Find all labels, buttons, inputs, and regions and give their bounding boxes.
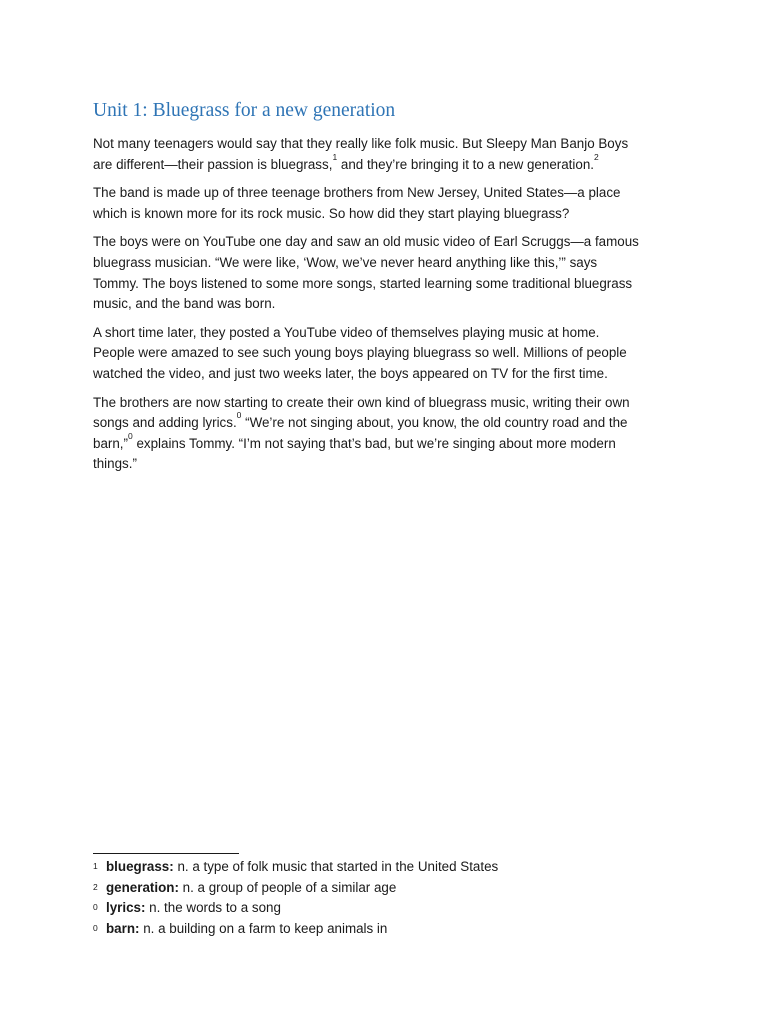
footnote-3	[93, 898, 683, 919]
text-line: barn,”$^0$ explains Tommy. “I’m not saying that’s bad, but we’re singing about more modern	[93, 430, 616, 451]
text-line: watched the video, and just two weeks later, the boys appeared on TV for the first time.	[93, 365, 608, 381]
footnote-term: barn:	[106, 920, 140, 936]
text-line: are different—their passion is bluegrass,$^1$ and they’re bringing it to a new generation.$^2$	[93, 151, 599, 172]
footnote-term: generation:	[106, 879, 179, 895]
text-line: A short time later, they posted a YouTube video of themselves playing music at home.	[93, 324, 600, 340]
article-body	[93, 134, 683, 483]
text-line: People were amazed to see such young boys playing bluegrass so well. Millions of people	[93, 345, 627, 361]
footnote-ref-1[interactable]: 1	[332, 151, 338, 162]
paragraph-1	[93, 134, 683, 175]
footnote-ref-2[interactable]: 2	[594, 151, 599, 162]
footnote-separator	[93, 853, 239, 854]
text-line: music, and the band was born.	[93, 296, 276, 312]
text-line: bluegrass musician. “We were like, ‘Wow, we’ve never heard anything like this,’” says	[93, 254, 598, 270]
paragraph-4	[93, 323, 683, 385]
footnote-definition: n. a building on a farm to keep animals in	[139, 920, 388, 936]
footnote-mark: 1	[93, 861, 98, 871]
footnote-definition: n. the words to a song	[145, 900, 281, 916]
footnote-mark: 0	[93, 922, 98, 933]
paragraph-2	[93, 183, 683, 224]
paragraph-5	[93, 393, 683, 475]
text-line: The brothers are now starting to create their own kind of bluegrass music, writing their own	[93, 394, 630, 410]
text-line: The band is made up of three teenage brothers from New Jersey, United States—a place	[93, 185, 621, 201]
footnote-1	[93, 857, 683, 878]
footnote-4	[93, 919, 683, 940]
footnote-2	[93, 878, 683, 899]
text-line: things.”	[93, 456, 137, 472]
text-line: Tommy. The boys listened to some more songs, started learning some traditional bluegrass	[93, 275, 633, 291]
footnote-definition: n. a type of folk music that started in the United States	[173, 859, 499, 874]
footnote-definition: n. a group of people of a similar age	[178, 879, 397, 895]
text-line: Not many teenagers would say that they really like folk music. But Sleepy Man Banjo Boys	[93, 136, 629, 151]
footnote-ref-3[interactable]: 0	[236, 410, 242, 421]
page-title: Unit 1: Bluegrass for a new generation	[93, 100, 396, 121]
paragraph-3	[93, 232, 683, 314]
footnotes	[93, 857, 683, 939]
text-line: The boys were on YouTube one day and saw an old music video of Earl Scruggs—a famous	[93, 234, 639, 250]
text-line: songs and adding lyrics.$^0$ “We’re not singing about, you know, the old country road and the	[93, 410, 628, 431]
footnote-mark: 2	[93, 881, 98, 892]
footnote-mark: 0	[93, 902, 98, 913]
footnote-ref-4[interactable]: 0	[127, 430, 133, 441]
footnote-term: bluegrass:	[106, 859, 174, 874]
footnote-term: lyrics:	[106, 900, 146, 916]
text-line: which is known more for its rock music. So how did they start playing bluegrass?	[93, 205, 570, 221]
